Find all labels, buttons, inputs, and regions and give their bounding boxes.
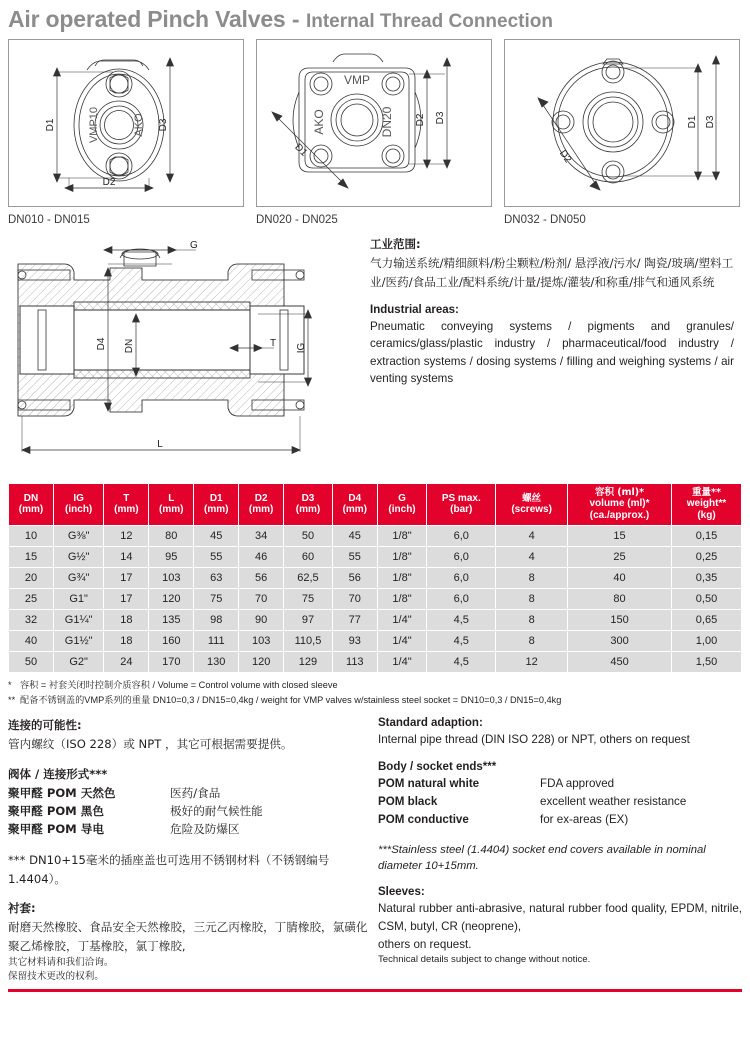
cell-r0-c10: 4 [496,526,567,546]
table-row [9,652,741,672]
spacer [8,754,368,766]
drawing-row [0,33,750,226]
material-pair-1 [8,802,368,820]
cell-r2-c4: 63 [194,568,238,588]
spec-col-header-3: L (mm) [149,484,193,525]
bl-ss-note: *** DN10+15毫米的插座盖也可选用不锈钢材料（不锈钢编号 1.4404）。 [8,852,330,886]
cell-r5-c3: 160 [149,631,193,651]
svg-text:D4: D4 [96,337,107,351]
cell-r3-c4: 75 [194,589,238,609]
cell-r5-c8: 1/4" [378,631,427,651]
cell-r5-c10: 8 [496,631,567,651]
svg-text:AKO: AKO [133,113,145,137]
cell-r6-c10: 12 [496,652,567,672]
cell-r3-c10: 8 [496,589,567,609]
br-body-pairs [378,775,742,830]
br-sleeve-text: Natural rubber anti-abrasive, natural rubber food quality, EPDM, nitrile, CSM, butyl, CR (neoprene), [378,902,742,933]
drawing-caption-2: DN020 - DN025 [256,214,338,226]
bottom-section [0,709,750,985]
svg-text:D3: D3 [435,111,446,125]
bottom-left-column [8,717,368,985]
drawing-dn032-dn050 [504,39,740,226]
br-ss-note: ***Stainless steel (1.4404) socket end covers available in nominal diameter 10+15mm. [378,843,706,872]
svg-text:VMP10: VMP10 [88,106,100,144]
svg-text:IG: IG [296,342,307,354]
cell-r4-c12: 0,65 [672,610,741,630]
spacer [370,292,734,304]
spec-col-header-1: IG (inch) [54,484,103,525]
spacer [378,830,742,842]
cell-r4-c8: 1/4" [378,610,427,630]
br-sleeve-title: Sleeves: [378,886,425,899]
cell-r1-c11: 25 [568,547,671,567]
cell-r6-c9: 4,5 [427,652,495,672]
drawing-caption-3: DN032 - DN050 [504,214,586,226]
cell-r5-c12: 1,00 [672,631,741,651]
svg-text:D3: D3 [705,115,716,129]
cell-r6-c3: 170 [149,652,193,672]
cell-r0-c4: 45 [194,526,238,546]
svg-text:AKO: AKO [312,109,326,135]
material-name: 聚甲醛 POM 导电 [8,822,104,837]
material-name: 聚甲醛 POM 天然色 [8,785,116,800]
cell-r6-c7: 113 [333,652,377,672]
cell-r1-c8: 1/8" [378,547,427,567]
br-connect-text: Internal pipe thread (DIN ISO 228) or NPT, others on request [378,733,690,747]
cell-r5-c4: 111 [194,631,238,651]
bl-sleeve-text: 耐磨天然橡胶、食品安全天然橡胶，三元乙丙橡胶，丁腈橡胶，氯磺化聚乙烯橡胶，丁基橡胶，氯丁橡胶, [8,920,368,954]
spec-table-body [9,526,741,672]
material-name: POM conductive [378,813,469,827]
cell-r2-c8: 1/8" [378,568,427,588]
cell-r3-c3: 120 [149,589,193,609]
cell-r0-c9: 6,0 [427,526,495,546]
cell-r2-c5: 56 [239,568,283,588]
cell-r0-c7: 45 [333,526,377,546]
cell-r3-c2: 17 [104,589,148,609]
material-pair-0 [378,775,742,793]
svg-text:T: T [270,338,277,349]
industrial-cn-text: 气力输送系统/精细颜料/粉尘颗粒/粉剂/ 悬浮液/污水/ 陶瓷/玻璃/塑料工业/医药/食品工业/配料系统/计量/提炼/灌装/和称重/排气和通风系统 [370,256,734,289]
cell-r1-c7: 55 [333,547,377,567]
cell-r2-c10: 8 [496,568,567,588]
title-dash: - [285,6,306,32]
industrial-en-text: Pneumatic conveying systems / pigments and granules/ ceramics/glass/plastic industry / pharmaceutical/food industry / extraction systems / dosing systems / filling and weighing systems / air venting systems [370,319,734,386]
cell-r6-c6: 129 [284,652,332,672]
cell-r4-c3: 135 [149,610,193,630]
spec-header-row [9,484,741,525]
cell-r6-c0: 50 [9,652,53,672]
material-name: 聚甲醛 POM 黑色 [8,804,104,819]
cell-r1-c9: 6,0 [427,547,495,567]
bl-body-pairs [8,784,368,839]
table-row [9,610,741,630]
cell-r6-c1: G2" [54,652,103,672]
industrial-en-title: Industrial areas: [370,303,459,316]
cell-r0-c8: 1/8" [378,526,427,546]
spec-col-header-9: PS max. (bar) [427,484,495,525]
bottom-rule [8,989,742,992]
svg-text:L: L [157,439,163,450]
table-row [9,589,741,609]
cell-r1-c1: G½" [54,547,103,567]
cell-r5-c0: 40 [9,631,53,651]
drawing-dn010-dn015 [8,39,244,226]
drawing-box-1 [8,39,244,207]
flange-round-diagram [505,40,739,206]
spec-col-header-5: D2 (mm) [239,484,283,525]
spacer [8,839,368,851]
material-property: 危险及防爆区 [170,822,240,837]
cell-r1-c4: 55 [194,547,238,567]
material-pair-1 [378,793,742,811]
spec-col-header-11: 容积 (ml)* volume (ml)* (ca./approx.) [568,484,671,525]
footnotes [0,673,750,709]
cell-r0-c5: 34 [239,526,283,546]
cell-r5-c9: 4,5 [427,631,495,651]
cell-r1-c6: 60 [284,547,332,567]
middle-section [0,226,750,477]
cell-r0-c11: 15 [568,526,671,546]
svg-text:G: G [190,240,198,251]
cell-r5-c1: G1½" [54,631,103,651]
material-name: POM black [378,795,438,808]
spec-col-header-7: D4 (mm) [333,484,377,525]
bl-body-title: 阀体 / 连接形式*** [8,766,108,781]
svg-text:D2: D2 [556,148,574,165]
title-subtitle: Internal Thread Connection [305,11,553,32]
svg-text:DN: DN [124,338,135,354]
spec-table [8,483,742,673]
bl-connect-title: 连接的可能性: [8,718,82,733]
cell-r6-c5: 120 [239,652,283,672]
svg-text:D2: D2 [415,113,426,127]
material-property: 医药/食品 [170,785,221,800]
cell-r4-c6: 97 [284,610,332,630]
bl-disclaimer: 保留技术更改的权利。 [8,971,104,983]
cell-r4-c9: 4,5 [427,610,495,630]
cell-r0-c6: 50 [284,526,332,546]
spec-col-header-2: T (mm) [104,484,148,525]
cross-section-drawing [8,232,360,477]
svg-text:D3: D3 [158,118,169,132]
industrial-cn-title: 工业范围: [370,237,421,251]
svg-text:VMP: VMP [343,73,371,87]
svg-text:D2: D2 [102,177,116,188]
material-property: FDA approved [540,776,615,790]
cell-r0-c0: 10 [9,526,53,546]
spec-col-header-6: D3 (mm) [284,484,332,525]
spec-col-header-8: G (inch) [378,484,427,525]
spec-table-head [9,484,741,525]
material-property: excellent weather resistance [540,795,687,808]
br-sleeve-more: others on request. [378,937,472,951]
table-row [9,547,741,567]
cell-r3-c8: 1/8" [378,589,427,609]
spec-col-header-10: 螺丝 (screws) [496,484,567,525]
cell-r2-c7: 56 [333,568,377,588]
drawing-box-3 [504,39,740,207]
cell-r0-c2: 12 [104,526,148,546]
cell-r2-c12: 0,35 [672,568,741,588]
spacer [378,874,742,886]
cell-r5-c7: 93 [333,631,377,651]
cell-r1-c2: 14 [104,547,148,567]
cell-r4-c2: 18 [104,610,148,630]
spec-table-wrap [0,477,750,673]
cell-r6-c2: 24 [104,652,148,672]
material-pair-2 [378,811,742,829]
table-row [9,526,741,546]
table-row [9,568,741,588]
cell-r5-c6: 110,5 [284,631,332,651]
svg-text:D1: D1 [687,115,698,129]
cell-r6-c4: 130 [194,652,238,672]
cell-r1-c0: 15 [9,547,53,567]
industrial-areas-block [370,232,734,477]
cell-r3-c12: 0,50 [672,589,741,609]
cell-r0-c3: 80 [149,526,193,546]
br-connect-title: Standard adaption: [378,717,483,730]
cell-r1-c10: 4 [496,547,567,567]
bl-connect-text: 管内螺纹（ISO 228）或 NPT ，其它可根据需要提供。 [8,737,293,752]
footnote-0: * 容积 = 衬套关闭时控制介质容积 / Volume = Control volume with closed sleeve [8,679,338,690]
cell-r3-c9: 6,0 [427,589,495,609]
footnote-1: ** 配备不锈钢盖的VMP系列的重量 DN10=0,3 / DN15=0,4kg / weight for VMP valves w/stainless steel socket = DN10=0,3 / DN15=0,4kg [8,695,562,706]
cell-r2-c1: G¾" [54,568,103,588]
cell-r6-c11: 450 [568,652,671,672]
table-row [9,631,741,651]
cell-r4-c4: 98 [194,610,238,630]
cell-r4-c11: 150 [568,610,671,630]
cell-r6-c12: 1,50 [672,652,741,672]
material-name: POM natural white [378,776,480,790]
material-pair-2 [8,820,368,838]
drawing-caption-1: DN010 - DN015 [8,214,90,226]
cell-r3-c0: 25 [9,589,53,609]
material-property: 极好的耐气候性能 [170,804,263,819]
cell-r4-c7: 77 [333,610,377,630]
flange-oval-diagram [9,40,243,206]
cell-r4-c1: G1¼" [54,610,103,630]
br-disclaimer: Technical details subject to change without notice. [378,954,591,966]
spacer [8,888,368,900]
cell-r0-c1: G⅜" [54,526,103,546]
cell-r1-c3: 95 [149,547,193,567]
spacer [378,749,742,761]
title-main: Air operated Pinch Valves [8,6,286,32]
cell-r1-c5: 46 [239,547,283,567]
drawing-dn020-dn025 [256,39,492,226]
cell-r2-c9: 6,0 [427,568,495,588]
spec-col-header-4: D1 (mm) [194,484,238,525]
cell-r6-c8: 1/4" [378,652,427,672]
cell-r5-c11: 300 [568,631,671,651]
bl-sleeve-title: 衬套: [8,901,36,916]
cell-r2-c0: 20 [9,568,53,588]
cell-r3-c6: 75 [284,589,332,609]
cell-r0-c12: 0,15 [672,526,741,546]
spec-col-header-12: 重量** weight** (kg) [672,484,741,525]
drawing-box-2 [256,39,492,207]
material-pair-0 [8,784,368,802]
cell-r4-c5: 90 [239,610,283,630]
bl-sleeve-more: 其它材料请和我们洽询。 [8,956,114,968]
cell-r5-c2: 18 [104,631,148,651]
cell-r4-c10: 8 [496,610,567,630]
page-title [0,0,750,33]
cell-r2-c3: 103 [149,568,193,588]
br-body-title: Body / socket ends*** [378,760,497,773]
cell-r1-c12: 0,25 [672,547,741,567]
cell-r5-c5: 103 [239,631,283,651]
spec-col-header-0: DN (mm) [9,484,53,525]
svg-text:D1: D1 [292,141,310,159]
cell-r3-c1: G1" [54,589,103,609]
flange-square-diagram [257,40,491,206]
svg-text:DN20: DN20 [380,106,394,138]
cell-r2-c2: 17 [104,568,148,588]
cell-r2-c11: 40 [568,568,671,588]
cell-r3-c5: 70 [239,589,283,609]
valve-cross-section [8,232,356,472]
cell-r3-c11: 80 [568,589,671,609]
svg-text:D1: D1 [45,118,56,132]
bottom-right-column [378,717,742,985]
cell-r4-c0: 32 [9,610,53,630]
cell-r3-c7: 70 [333,589,377,609]
cell-r2-c6: 62,5 [284,568,332,588]
material-property: for ex-areas (EX) [540,813,629,827]
